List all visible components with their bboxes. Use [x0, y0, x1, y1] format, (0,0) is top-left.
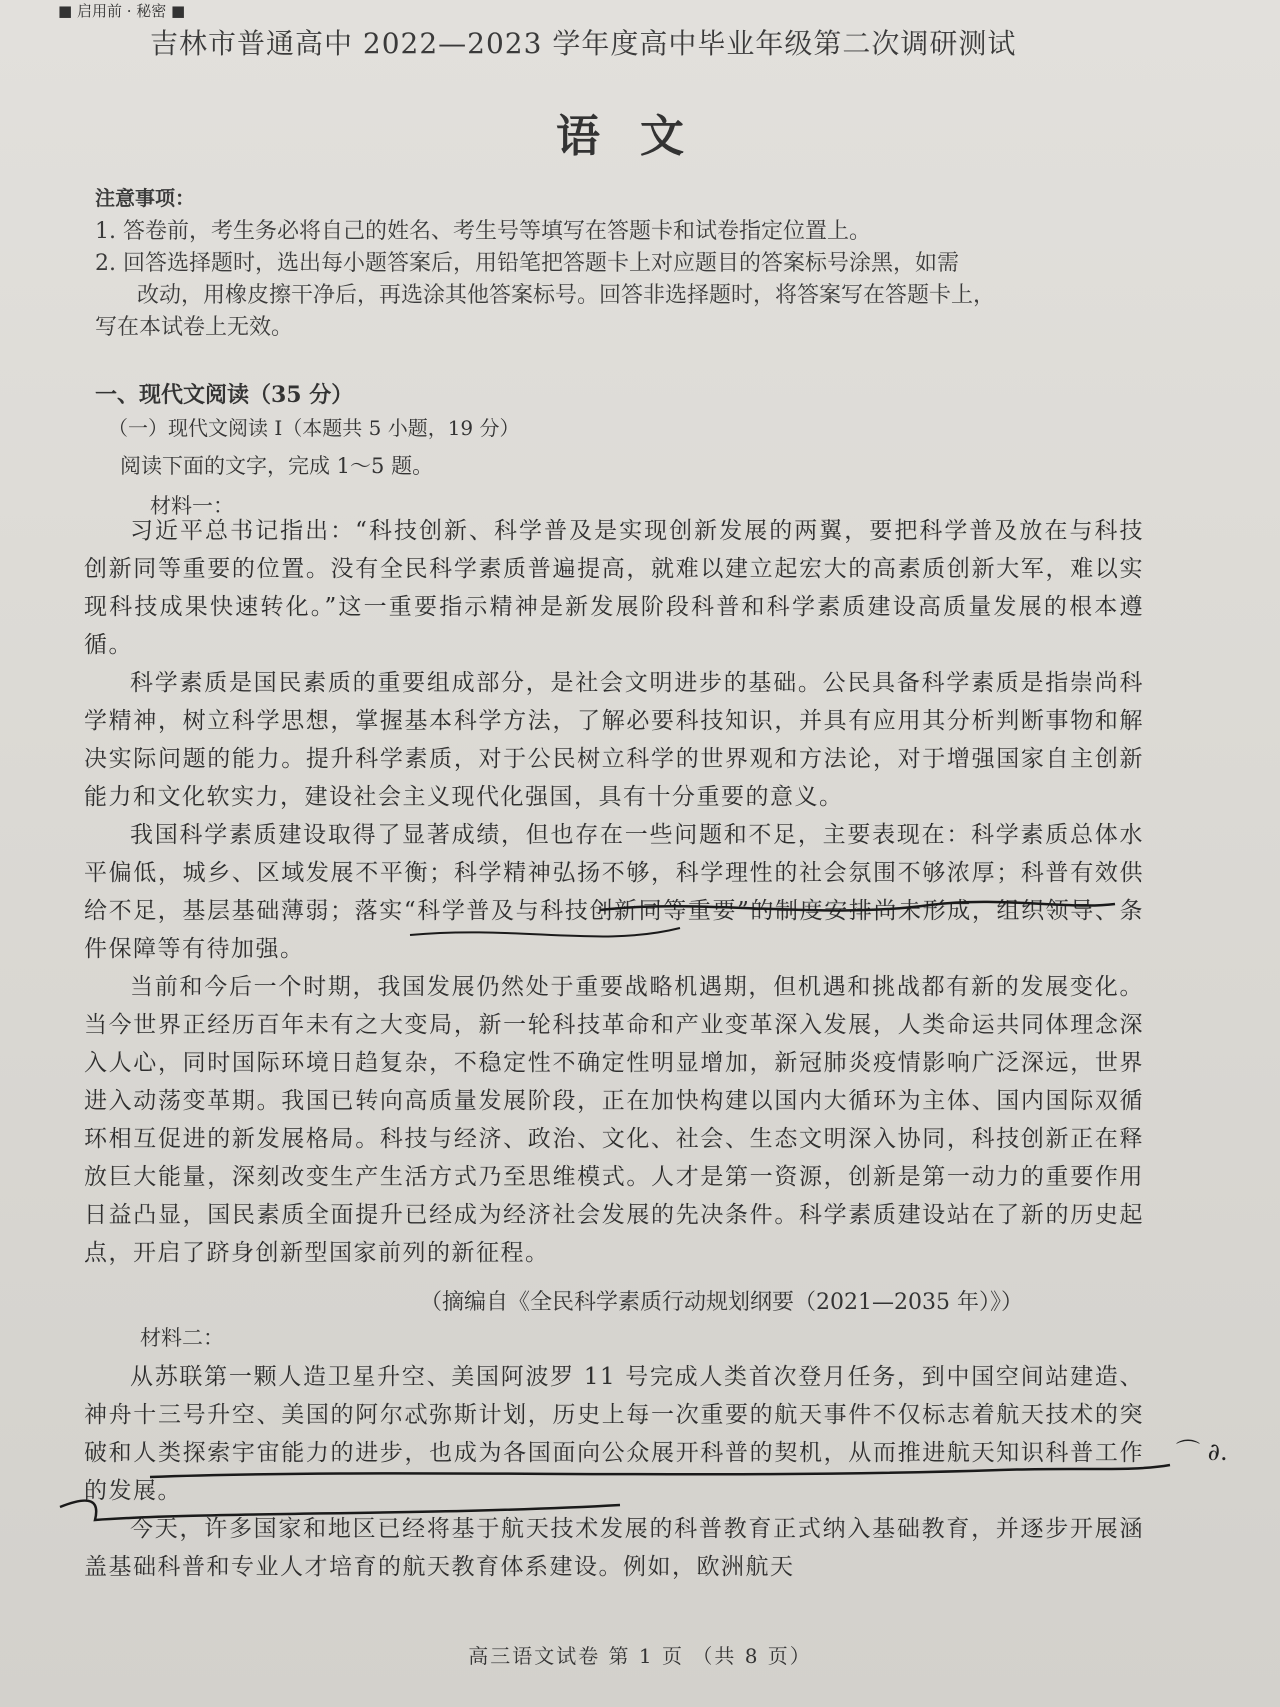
handwritten-margin-note: ⌒ ∂. — [1176, 1438, 1228, 1466]
material-2-text — [84, 1358, 1144, 1586]
notice-item-2: 2. 回答选择题时，选出每小题答案后，用铅笔把答题卡上对应题目的答案标号涂黑，如需 — [95, 251, 959, 276]
material-1-label: 材料一： — [150, 494, 234, 518]
material-1-source: （摘编自《全民科学素质行动规划纲要（2021—2035 年）》） — [420, 1290, 1023, 1315]
notice-item-2-cont: 改动，用橡皮擦干净后，再选涂其他答案标号。回答非选择题时，将答案写在答题卡上， — [137, 283, 996, 308]
exam-title: 吉林市普通高中 2022—2023 学年度高中毕业年级第二次调研测试 — [150, 27, 1017, 60]
notice-item-1: 1. 答卷前，考生务必将自己的姓名、考生号等填写在答题卡和试卷指定位置上。 — [95, 219, 871, 244]
section-heading: 一、现代文阅读（35 分） — [95, 382, 354, 408]
paragraph: 习近平总书记指出：“科技创新、科学普及是实现创新发展的两翼，要把科学普及放在与科技创新同等重要的位置。没有全民科学素质普遍提高，就难以建立起宏大的高素质创新大军，难以实现科技成果快速转化。”这一重要指示精神是新发展阶段科普和科学素质建设高质量发展的根本遵循。 — [84, 518, 1144, 658]
notice-item-2-cont2: 写在本试卷上无效。 — [95, 315, 294, 340]
reading-instruction: 阅读下面的文字，完成 1～5 题。 — [120, 454, 434, 478]
material-2-label: 材料二： — [140, 1326, 224, 1350]
paragraph: 今天，许多国家和地区已经将基于航天技术发展的科普教育正式纳入基础教育，并逐步开展涵盖基础科普和专业人才培育的航天教育体系建设。例如，欧洲航天 — [84, 1516, 1144, 1580]
paragraph: 科学素质是国民素质的重要组成部分，是社会文明进步的基础。公民具备科学素质是指崇尚科学精神，树立科学思想，掌握基本科学方法，了解必要科技知识，并具有应用其分析判断事物和解决实际问题的能力。提升科学素质，对于公民树立科学的世界观和方法论，对于增强国家自主创新能力和文化软实力，建设社会主义现代化强国，具有十分重要的意义。 — [84, 670, 1144, 810]
paragraph: 当前和今后一个时期，我国发展仍然处于重要战略机遇期，但机遇和挑战都有新的发展变化。当今世界正经历百年未有之大变局，新一轮科技革命和产业变革深入发展，人类命运共同体理念深入人心，同时国际环境日趋复杂，不稳定性不确定性明显增加，新冠肺炎疫情影响广泛深远，世界进入动荡变革期。我国已转向高质量发展阶段，正在加快构建以国内大循环为主体、国内国际双循环相互促进的新发展格局。科技与经济、政治、文化、社会、生态文明深入协同，科技创新正在释放巨大能量，深刻改变生产生活方式乃至思维模式。人才是第一资源，创新是第一动力的重要作用日益凸显，国民素质全面提升已经成为经济社会发展的先决条件。科学素质建设站在了新的历史起点，开启了跻身创新型国家前列的新征程。 — [84, 974, 1144, 1266]
page-footer: 高三语文试卷 第 1 页 （共 8 页） — [468, 1644, 812, 1668]
notice-heading: 注意事项： — [95, 186, 195, 210]
confidential-tag: ■ 启用前 · 秘密 ■ — [58, 2, 186, 20]
subject-title: 语文 — [556, 111, 724, 162]
paragraph: 从苏联第一颗人造卫星升空、美国阿波罗 11 号完成人类首次登月任务，到中国空间站建造、神舟十三号升空、美国的阿尔忒弥斯计划，历史上每一次重要的航天事件不仅标志着航天技术的突破和人类探索宇宙能力的进步，也成为各国面向公众展开科普的契机，从而推进航天知识科普工作的发展。 — [84, 1364, 1144, 1504]
material-1-text — [84, 512, 1144, 1272]
paragraph: 我国科学素质建设取得了显著成绩，但也存在一些问题和不足，主要表现在：科学素质总体水平偏低，城乡、区域发展不平衡；科学精神弘扬不够，科学理性的社会氛围不够浓厚；科普有效供给不足，基层基础薄弱；落实“科学普及与科技创新同等重要”的制度安排尚未形成，组织领导、条件保障等有待加强。 — [84, 822, 1144, 962]
subsection-heading: （一）现代文阅读 I（本题共 5 小题，19 分） — [108, 416, 520, 440]
notice-block — [95, 182, 1155, 344]
